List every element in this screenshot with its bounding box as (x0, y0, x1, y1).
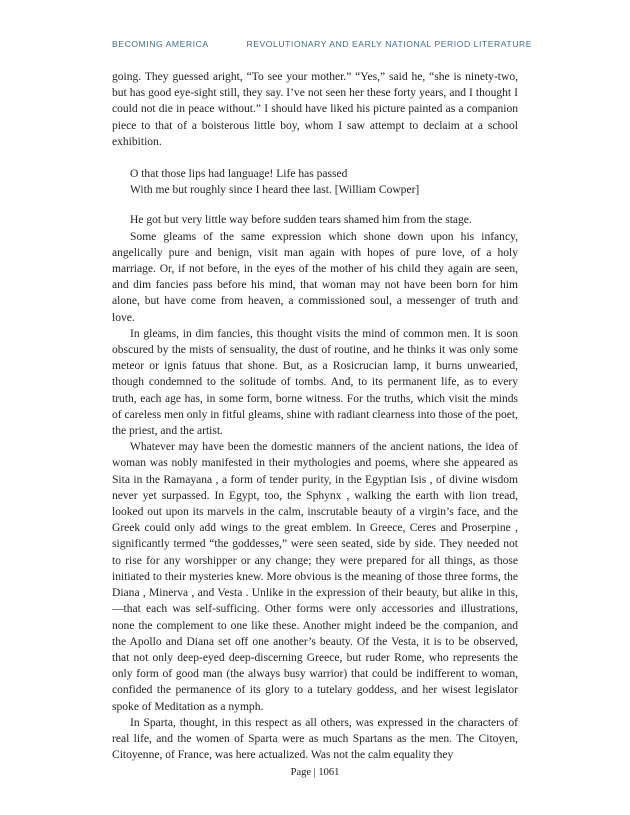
running-header (112, 39, 532, 49)
paragraph: He got but very little way before sudden tears shamed him from the stage. (130, 214, 472, 227)
poem-line: With me but roughly since I heard thee last. [William Cowper] (130, 184, 420, 197)
header-section-title: REVOLUTIONARY AND EARLY NATIONAL PERIOD LITERATURE (246, 39, 532, 49)
paragraph: In Sparta, thought, in this respect as all others, was expressed in the characters of real life, and the women of Sparta were as much Spartans as the men. The Citoyen, Citoyenne, of France, was here actualized. Was not the calm equality they (112, 716, 518, 762)
poem-quote (130, 166, 518, 198)
page-number: Page | 1061 (290, 767, 340, 778)
body-text (112, 69, 518, 763)
paragraph: In gleams, in dim fancies, this thought visits the mind of common men. It is soon obscured by the mists of sensuality, the dust of routine, and he thinks it was only some meteor or ignis fatuus that shone. But, as a Rosicrucian lamp, it burns unwearied, though condemned to the solitude of tombs. And, to its permanent life, as to every truth, each age has, in some form, borne witness. For the truths, which visit the minds of careless men only in fitful gleams, shine with radiant clearness into those of the poet, the priest, and the artist. (112, 327, 518, 438)
paragraph: Some gleams of the same expression which shone down upon his infancy, angelically pure and benign, visit man again with hopes of pure love, of a holy marriage. Or, if not before, in the eyes of the mother of his child they again are seen, and dim fancies pass before his mind, that woman may not have been born for him alone, but have come from heaven, a commissioned soul, a messenger of truth and love. (112, 230, 518, 324)
header-book-title: BECOMING AMERICA (112, 39, 209, 49)
paragraph: Whatever may have been the domestic manners of the ancient nations, the idea of woman was nobly manifested in their mythologies and poems, where she appeared as Sita in the Ramayana , a form of tender purity, in the Egyptian Isis , of divine wisdom never yet surpassed. In Egypt, too, the Sphynx , walking the earth with lion tread, looked out upon its marvels in the calm, inscrutable beauty of a virgin’s face, and the Greek could only add wings to the great emblem. In Greece, Ceres and Proserpine , significantly termed “the goddesses,” were seen seated, side by side. They needed not to rise for any worshipper or any change; they were prepared for all things, as those initiated to their mysteries knew. More obvious is the meaning of those three forms, the Diana , Minerva , and Vesta . Unlike in the expression of their beauty, but alike in this,—that each was self-sufficing. Other forms were only accessories and illustrations, none the complement to one like these. Another might indeed be the companion, and the Apollo and Diana set off one another’s beauty. Of the Vesta, it is to be observed, that not only deep-eyed deep-discerning Greece, but ruder Rome, who represents the only form of good man (the always busy warrior) that could be indifferent to woman, confided the permanence of its glory to a tutelary goddess, and her wisest legislator spoke of Meditation as a nymph. (112, 441, 518, 713)
poem-line: O that those lips had language! Life has passed (130, 168, 348, 181)
paragraph: going. They guessed aright, “To see your mother.” “Yes,” said he, “she is ninety-two, but has good eye-sight still, they say. I’ve not seen her these forty years, and I thought I could not die in peace without.” I should have liked his picture painted as a companion piece to that of a boisterous little boy, whom I saw attempt to declaim at a school exhibition. (112, 71, 518, 148)
